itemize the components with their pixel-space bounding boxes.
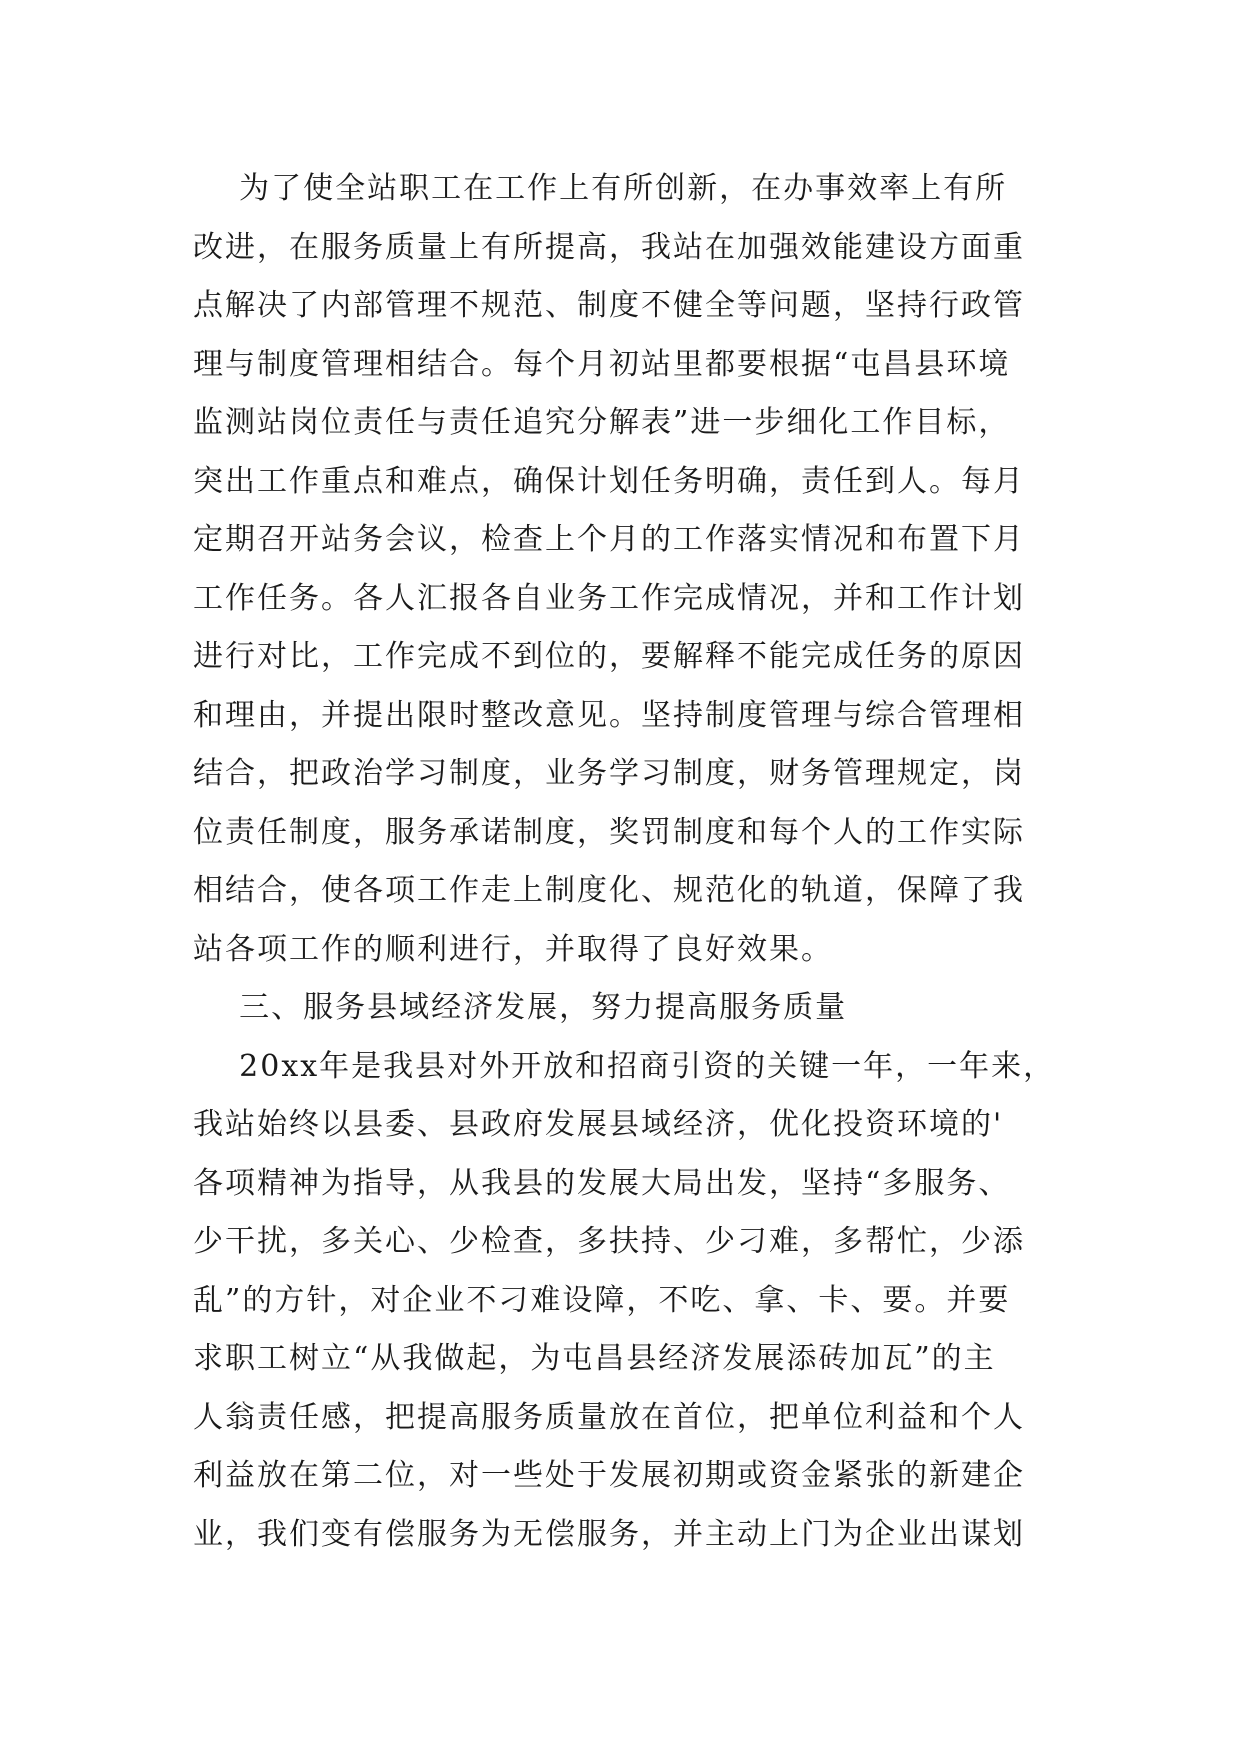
text-line: 和理由，并提出限时整改意见。坚持制度管理与综合管理相 [193,697,1025,733]
text-line: 我站始终以县委、县政府发展县域经济，优化投资环境的' [193,1107,1004,1142]
text-line: 站各项工作的顺利进行，并取得了良好效果。 [193,931,833,967]
text-line: 点解决了内部管理不规范、制度不健全等问题，坚持行政管 [193,288,1025,323]
text-line: 改进，在服务质量上有所提高，我站在加强效能建设方面重 [193,229,1025,265]
text-line: 进行对比，工作完成不到位的，要解释不能完成任务的原因 [193,639,1025,674]
text-line: 监测站岗位责任与责任追究分解表”进一步细化工作目标， [193,405,1011,440]
text-line: 结合，把政治学习制度，业务学习制度，财务管理规定，岗 [193,756,1025,791]
text-line: 各项精神为指导，从我县的发展大局出发，坚持“多服务、 [193,1165,1011,1201]
text-line: 为了使全站职工在工作上有所创新，在办事效率上有所 [193,171,1008,206]
text-line: 位责任制度，服务承诺制度，奖罚制度和每个人的工作实际 [193,814,1025,850]
text-line: 工作任务。各人汇报各自业务工作完成情况，并和工作计划 [193,580,1025,616]
text-line: 突出工作重点和难点，确保计划任务明确，责任到人。每月 [193,463,1025,499]
text-line: 理与制度管理相结合。每个月初站里都要根据“屯昌县环境 [193,346,1011,382]
text-line: 20xx年是我县对外开放和招商引资的关键一年，一年来， [193,1048,1056,1084]
section-heading: 三、服务县域经济发展，努力提高服务质量 [193,990,848,1025]
text-line: 人翁责任感，把提高服务质量放在首位，把单位利益和个人 [193,1399,1025,1435]
text-line: 乱”的方针，对企业不刁难设障，不吃、拿、卡、要。并要 [193,1282,1011,1318]
body-text [193,160,1056,1564]
text-line: 定期召开站务会议，检查上个月的工作落实情况和布置下月 [193,522,1025,557]
text-line: 利益放在第二位，对一些处于发展初期或资金紧张的新建企 [193,1458,1025,1493]
text-line: 少干扰，多关心、少检查，多扶持、少刁难，多帮忙，少添 [193,1224,1025,1259]
text-line: 求职工树立“从我做起，为屯昌县经济发展添砖加瓦”的主 [193,1341,996,1376]
text-line: 业，我们变有偿服务为无偿服务，并主动上门为企业出谋划 [193,1516,1025,1552]
text-line: 相结合，使各项工作走上制度化、规范化的轨道，保障了我 [193,873,1025,908]
